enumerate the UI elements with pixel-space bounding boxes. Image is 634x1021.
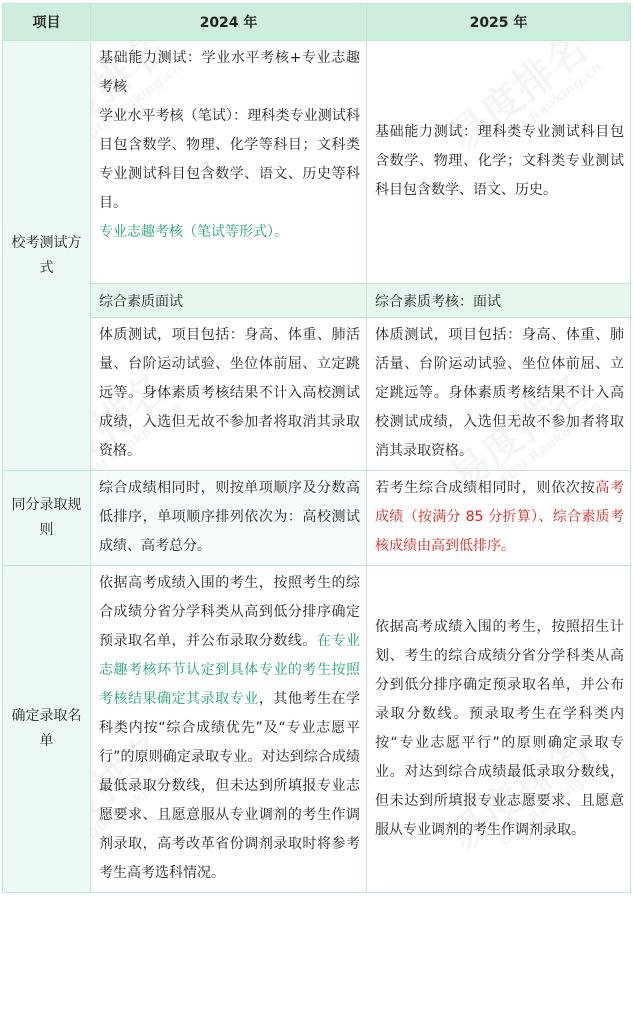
cell-2024-basic-test — [91, 41, 367, 284]
table-row — [3, 471, 631, 566]
text-2024-interest: 专业志趣考核（笔试等形式）。 — [99, 224, 288, 240]
header-2025: 2025 年 — [367, 4, 631, 41]
table-row — [3, 284, 631, 318]
comparison-table — [2, 3, 631, 893]
text-2024-academic: 学业水平考核（笔试）：理科类专业测试科目包含数学、物理、化学等科目；文科类专业测试科目包含数学、语文、历史等科目。 — [99, 108, 360, 211]
text-2025-physical: 体质测试，项目包括：身高、体重、肺活量、台阶运动试验、坐位体前屈、立定跳远等。身体素质考核结果不计入高校测试成绩，入选但无故不参加者将取消其录取资格。 — [375, 327, 624, 459]
cell-2024-tie-rule — [91, 471, 367, 566]
text-2025-tie-highlight: 高考成绩（按满分 85 分折算）、综合素质考核成绩由高到低排序。 — [375, 480, 624, 554]
cell-2025-basic-test — [367, 41, 631, 284]
table-row — [3, 318, 631, 471]
row-label-test-method: 校考测试方式 — [3, 41, 91, 471]
text-2024-admission-highlight: 在专业志趣考核环节认定到具体专业的考生按照考核结果确定其录取专业 — [99, 633, 361, 707]
cell-2024-interview-title: 综合素质面试 — [91, 284, 367, 318]
text-2024-tie: 综合成绩相同时，则按单项顺序及分数高低排序，单项顺序排列依次为：高校测试成绩、高考总分。 — [99, 480, 360, 554]
text-2025-admission: 依据高考成绩入围的考生，按照招生计划、考生的综合成绩分省分学科类从高分到低分排序确定预录取名单，并公布录取分数线。预录取考生在学科类内按“专业志愿平行”的原则确定录取专业。对达到综合成绩最低录取分数线，但未达到所填报专业志愿要求、且愿意服从专业调剂的考生作调剂录取。 — [375, 618, 624, 838]
cell-2025-admission — [367, 566, 631, 893]
cell-2025-physical — [367, 318, 631, 471]
text-2025-basic: 基础能力测试：理科类专业测试科目包含数学、物理、化学；文科类专业测试科目包含数学、语文、历史。 — [375, 124, 624, 198]
header-2024: 2024 年 — [91, 4, 367, 41]
text-2024-admission-rest: ，其他考生在学科类内按“综合成绩优先”及“专业志愿平行”的原则确定录取专业。对达到综合成绩最低录取分数线，但未达到所填报专业志愿要求、且愿意服从专业调剂的考生作调剂录取，高考改革省份调剂录取时将参考考生高考选科情况。 — [99, 691, 361, 881]
cell-2025-interview-title: 综合素质考核：面试 — [367, 284, 631, 318]
text-2024-basic: 基础能力测试：学业水平考核+专业志趣考核 — [99, 50, 360, 95]
text-2024-admission: 依据高考成绩入围的考生，按照考生的综合成绩分省分学科类从高到低分排序确定预录取名单，并公布录取分数线。 — [99, 575, 360, 649]
cell-2024-admission — [91, 566, 367, 893]
header-item: 项目 — [3, 4, 91, 41]
cell-2025-tie-rule — [367, 471, 631, 566]
text-2024-physical: 体质测试，项目包括：身高、体重、肺活量、台阶运动试验、坐位体前屈、立定跳远等。身体素质考核结果不计入高校测试成绩，入选但无故不参加者将取消其录取资格。 — [99, 327, 360, 459]
row-label-admission-list: 确定录取名单 — [3, 566, 91, 893]
table-row — [3, 566, 631, 893]
header-row — [3, 4, 631, 41]
cell-2024-physical — [91, 318, 367, 471]
row-label-tie-rule: 同分录取规则 — [3, 471, 91, 566]
text-2025-tie: 若考生综合成绩相同时，则依次按 — [375, 480, 596, 496]
table-row — [3, 41, 631, 284]
